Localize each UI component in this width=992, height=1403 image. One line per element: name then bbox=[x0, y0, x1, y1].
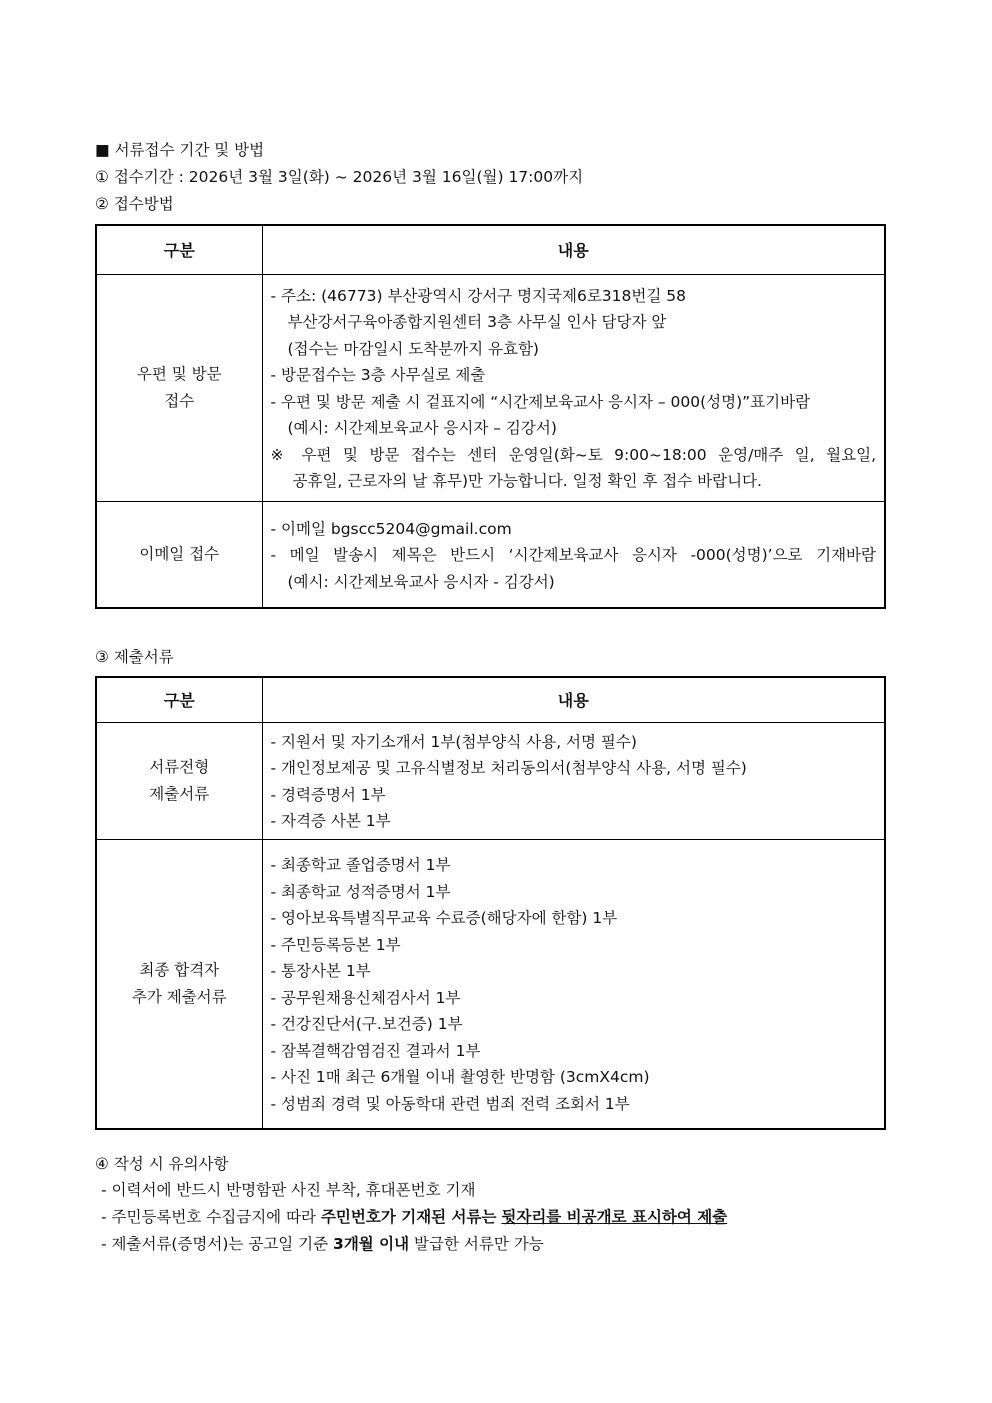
deadline-note: (접수는 마감일시 도착분까지 유효함) bbox=[287, 339, 539, 358]
note-text: 발급한 서류만 가능 bbox=[409, 1235, 544, 1253]
category-label: 접수 bbox=[164, 391, 195, 410]
section-heading-submission: ■ 서류접수 기간 및 방법 bbox=[95, 141, 265, 159]
list-item: - 공무원채용신체검사서 1부 bbox=[270, 988, 461, 1007]
submission-period: ① 접수기간 : 2026년 3월 3일(화) ~ 2026년 3월 16일(월) 17:00까지 bbox=[95, 168, 584, 186]
category-label: 우편 및 방문 bbox=[136, 364, 222, 383]
note-text: - 주민등록번호 수집금지에 따라 bbox=[101, 1208, 321, 1226]
content-cell-email bbox=[262, 501, 885, 608]
list-item: - 건강진단서(구.보건증) 1부 bbox=[270, 1015, 463, 1034]
list-item: - 최종학교 성적증명서 1부 bbox=[270, 882, 451, 901]
note-resident-number bbox=[101, 1204, 727, 1230]
table-row bbox=[96, 839, 885, 1129]
section-heading-documents: ③ 제출서류 bbox=[95, 648, 174, 666]
note-issue-date bbox=[101, 1231, 544, 1257]
note-emphasis: 3개월 이내 bbox=[333, 1235, 410, 1253]
note-text: - 제출서류(증명서)는 공고일 기준 bbox=[101, 1235, 334, 1253]
category-label: 이메일 접수 bbox=[139, 544, 220, 563]
note-photo: - 이력서에 반드시 반명함판 사진 부착, 휴대폰번호 기재 bbox=[101, 1181, 476, 1199]
table-row bbox=[96, 274, 885, 501]
content-cell-mail-visit bbox=[262, 274, 885, 501]
note-emphasis: 주민번호가 기재된 서류는 bbox=[320, 1208, 497, 1226]
list-item: - 우편 및 방문 제출 시 겉표지에 “시간제보육교사 응시자 – 000(성명)”표기바람 bbox=[270, 392, 811, 411]
table-row bbox=[96, 501, 885, 608]
list-item: - 주민등록등본 1부 bbox=[270, 935, 401, 954]
list-item: - 메일 발송시 제목은 반드시 ‘시간제보육교사 응시자 -000(성명)’으로 기재바람 bbox=[270, 546, 876, 564]
address-line: - 주소: (46773) 부산광역시 강서구 명지국제6로318번길 58 bbox=[270, 286, 686, 305]
list-item: - 성범죄 경력 및 아동학대 관련 범죄 전력 조회서 1부 bbox=[270, 1094, 630, 1113]
header-category: 구분 bbox=[96, 225, 262, 274]
list-item: - 사진 1매 최근 6개월 이내 촬영한 반명함 (3cmX4cm) bbox=[270, 1068, 650, 1087]
list-item: - 잠복결핵감염검진 결과서 1부 bbox=[270, 1041, 481, 1060]
list-item: - 지원서 및 자기소개서 1부(첨부양식 사용, 서명 필수) bbox=[270, 732, 637, 751]
category-cell-final bbox=[96, 839, 262, 1129]
list-item: - 개인정보제공 및 고유식별정보 처리동의서(첨부양식 사용, 서명 필수) bbox=[270, 759, 747, 777]
category-cell-email bbox=[96, 501, 262, 608]
note-emphasis-underline: 뒷자리를 비공개로 표시하여 제출 bbox=[501, 1208, 728, 1226]
list-item: - 경력증명서 1부 bbox=[270, 785, 386, 804]
table-header-row bbox=[96, 677, 885, 722]
list-item: - 방문접수는 3층 사무실로 제출 bbox=[270, 366, 486, 384]
documents-table bbox=[95, 676, 886, 1130]
example-line: (예시: 시간제보육교사 응시자 - 김강서) bbox=[287, 572, 555, 591]
category-cell-mail-visit bbox=[96, 274, 262, 501]
header-content: 내용 bbox=[262, 677, 885, 722]
category-label: 추가 제출서류 bbox=[131, 987, 227, 1006]
list-item: - 영아보육특별직무교육 수료증(해당자에 한함) 1부 bbox=[270, 909, 618, 928]
address-line: 부산강서구육아종합지원센터 3층 사무실 인사 담당자 앞 bbox=[287, 313, 667, 331]
operating-note: ※ 우편 및 방문 접수는 센터 운영일(화~토 9:00~18:00 운영/매주 일, 월요일, bbox=[270, 445, 876, 464]
content-cell-final bbox=[262, 839, 885, 1129]
content-cell-screening bbox=[262, 722, 885, 839]
section-heading-notes: ④ 작성 시 유의사항 bbox=[95, 1155, 229, 1173]
header-category: 구분 bbox=[96, 677, 262, 722]
category-label: 서류전형 bbox=[149, 757, 210, 776]
submission-method-heading: ② 접수방법 bbox=[95, 195, 174, 213]
list-item: - 통장사본 1부 bbox=[270, 962, 371, 981]
table-row bbox=[96, 722, 885, 839]
submission-method-table bbox=[95, 224, 886, 609]
table-header-row bbox=[96, 225, 885, 274]
list-item: - 최종학교 졸업증명서 1부 bbox=[270, 856, 451, 875]
category-label: 제출서류 bbox=[149, 784, 210, 803]
list-item: - 자격증 사본 1부 bbox=[270, 812, 391, 830]
operating-note: 공휴일, 근로자의 날 휴무)만 가능합니다. 일정 확인 후 접수 바랍니다. bbox=[292, 472, 762, 490]
example-line: (예시: 시간제보육교사 응시자 – 김강서) bbox=[287, 419, 557, 437]
category-cell-screening bbox=[96, 722, 262, 839]
header-content: 내용 bbox=[262, 225, 885, 274]
category-label: 최종 합격자 bbox=[139, 960, 220, 979]
email-line: - 이메일 bgscc5204@gmail.com bbox=[270, 519, 512, 538]
